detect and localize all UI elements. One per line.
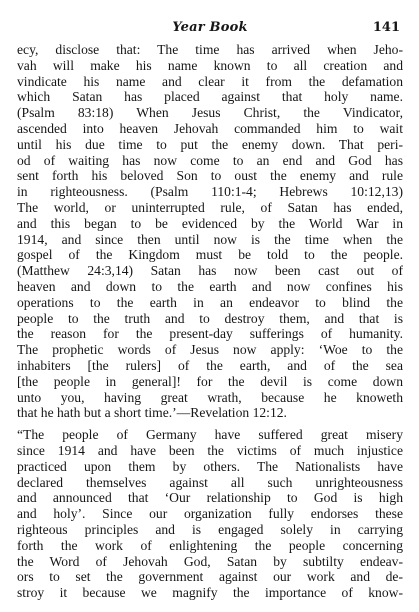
text-line: which Satan has placed against that holy name. xyxy=(17,89,403,105)
text-line: practiced upon them by others. The Nationalists have xyxy=(17,458,403,474)
text-line: since 1914 and have been the victims of much injustice xyxy=(17,442,403,458)
text-line: od of waiting has now come to an end and God has xyxy=(17,152,403,168)
text-line: the Word of Jehovah God, Satan by subtilty endeav- xyxy=(17,553,403,569)
text-line: heaven and down to the earth and now confines his xyxy=(17,278,403,294)
text-line: righteous principles and is engaged solely in carrying xyxy=(17,521,403,537)
text-line: operations to the earth in an endeavor to blind the xyxy=(17,294,403,310)
text-line: ascended into heaven Jehovah commanded him to wait xyxy=(17,120,403,136)
text-line: vindicate his name and clear it from the defamation xyxy=(17,73,403,89)
text-line: inhabiters [the rulers] of the earth, and of the sea xyxy=(17,357,403,373)
text-line: [the people in general]! for the devil is come down xyxy=(17,373,403,389)
text-line: and announced that ‘Our relationship to God is high xyxy=(17,490,403,506)
text-line: people to the truth and to destroy them, and that is xyxy=(17,310,403,326)
text-line: and this began to be evidenced by the World War in xyxy=(17,215,403,231)
paragraph-1 xyxy=(17,42,403,421)
text-line: unto you, having great wrath, because he knoweth xyxy=(17,389,403,405)
text-line: and holy’. Since our organization fully endorses these xyxy=(17,506,403,522)
text-line: 1914, and since then until now is the time when the xyxy=(17,231,403,247)
running-header xyxy=(17,18,403,38)
text-line: until his due time to put the enemy down. That peri- xyxy=(17,136,403,152)
text-line: The world, or uninterrupted rule, of Satan has ended, xyxy=(17,199,403,215)
text-line: sent forth his beloved Son to oust the enemy and rule xyxy=(17,168,403,184)
paragraph-2 xyxy=(17,427,403,601)
page-number: 141 xyxy=(372,20,400,35)
text-line: forth the work of enlightening the people concerning xyxy=(17,537,403,553)
running-title: Year Book xyxy=(172,20,248,35)
text-line: gospel of the Kingdom must be told to the people. xyxy=(17,247,403,263)
text-line: (Matthew 24:3,14) Satan has now been cast out of xyxy=(17,263,403,279)
text-line: the reason for the present-day sufferings of humanity. xyxy=(17,326,403,342)
text-line: vah will make his name known to all creation and xyxy=(17,57,403,73)
text-line: “The people of Germany have suffered great misery xyxy=(17,427,403,443)
text-line: in righteousness. (Psalm 110:1-4; Hebrews 10:12,13) xyxy=(17,184,403,200)
text-line: (Psalm 83:18) When Jesus Christ, the Vindicator, xyxy=(17,105,403,121)
text-line: ors to set the government against our work and de- xyxy=(17,569,403,585)
text-line: stroy it because we magnify the importance of know- xyxy=(17,585,403,601)
text-line: The prophetic words of Jesus now apply: ‘Woe to the xyxy=(17,342,403,358)
book-page xyxy=(17,18,403,601)
text-line: declared themselves against all such unrighteousness xyxy=(17,474,403,490)
text-line: that he hath but a short time.’—Revelation 12:12. xyxy=(17,405,287,421)
text-line: ecy, disclose that: The time has arrived when Jeho- xyxy=(17,42,403,57)
body-text xyxy=(17,42,403,601)
